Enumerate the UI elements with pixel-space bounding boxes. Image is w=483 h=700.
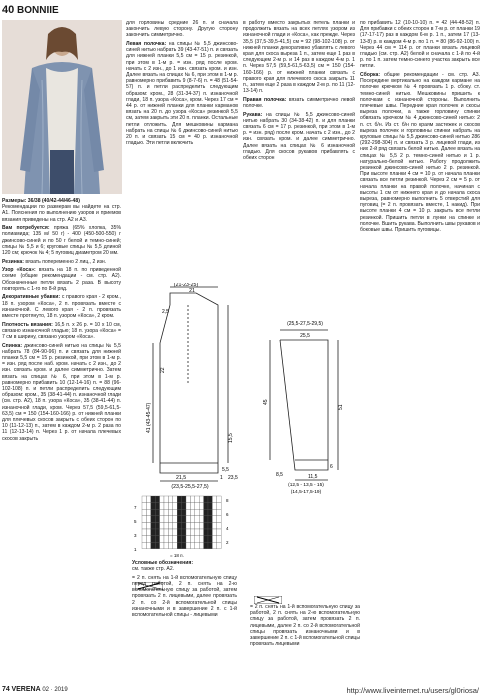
chart-cell [208, 529, 212, 536]
svg-text:51: 51 [338, 404, 344, 410]
chart-cell [190, 509, 194, 516]
chart-cell [151, 503, 155, 510]
page-footer: 74 VERENA 02 · 2019 [2, 686, 68, 693]
chart-cell [173, 509, 177, 516]
chart-cell [182, 516, 186, 523]
chart-cell [195, 542, 199, 549]
column-3: в работу вместо закрытых петель планки и продолжить вязать на всех петлях узором из изнаночной глади и «Коса», как прежде. Через 35,5 (37,5-39,5-41,5) см = 92 (98-102-108) р. от нижней планки декоративно убавлять с левого края для скоса выреза 1 п., затем еще 1 раз в следующем 2-м р. и 14 раз в каждом 4-м р. 1 п. Через 57,5 (59,5-61,5-63,5) см = 150 (154-160-166) р. от нижней планки связать с правого края для плечевого скоса закрыть 11 п., затем еще 2 раза в каждом 2-м р. по 11 (12-13-14) п. Правая полочка: вязать симметрично левой полочке. Рукава: на спицы № 5,5 джинсово-синей нитью набрать 30 (34-38-42) п. и для планки связать 6 см = 17 р. резинкой, при этом в 1-м р. = изн. ряд) после кром. начать с 2 изн., до 2 изн. связать кром. и далее симметрично. Далее вязать на спицах № 6 изнаночной гладью. Для скосов рукавов прибавлять с обеих сторон [243, 20, 355, 162]
chart-cell [160, 496, 164, 503]
chart-cell [160, 509, 164, 516]
chart-cell [168, 542, 172, 549]
chart-cell [208, 542, 212, 549]
chart-cell [195, 522, 199, 529]
svg-text:15,5: 15,5 [228, 433, 234, 443]
chart-cell [173, 536, 177, 543]
chart-cell [199, 536, 203, 543]
chart-cell [190, 542, 194, 549]
chart-cell [195, 516, 199, 523]
chart-cell [146, 516, 150, 523]
chart-cell [168, 516, 172, 523]
chart-cell [212, 509, 216, 516]
chart-cell [142, 536, 146, 543]
watermark-url: http://www.liveinternet.ru/users/gl0riosa/ [346, 686, 479, 695]
chart-cell [164, 536, 168, 543]
chart-cell [190, 536, 194, 543]
svg-text:(23,5-25,5-27,5): (23,5-25,5-27,5) [171, 484, 209, 490]
chart-cell [142, 509, 146, 516]
chart-cell [199, 516, 203, 523]
chart-cell [212, 522, 216, 529]
chart-cell [177, 536, 181, 543]
svg-text:3: 3 [134, 533, 137, 538]
chart-cell [168, 509, 172, 516]
chart-cell [164, 529, 168, 536]
chart-cell [146, 536, 150, 543]
svg-text:(12,5 - 13,5 - 15): (12,5 - 13,5 - 15) [288, 483, 324, 488]
chart-cell [208, 509, 212, 516]
chart-cell [217, 529, 221, 536]
chart-cell [155, 503, 159, 510]
chart-cell [168, 522, 172, 529]
chart-cell [155, 522, 159, 529]
chart-cell [146, 509, 150, 516]
svg-text:41 (43-45-47): 41 (43-45-47) [146, 402, 152, 433]
chart-cell [186, 542, 190, 549]
chart-cell [160, 503, 164, 510]
chart-cell [182, 529, 186, 536]
chart-cell [182, 496, 186, 503]
front-back-schematic [128, 283, 248, 493]
chart-cell [199, 529, 203, 536]
svg-text:(14,5-17,5-19): (14,5-17,5-19) [290, 490, 322, 495]
column-2: для горловины средние 26 п. и сначала закончить левую сторону. Другую сторону закончить симметрично. Левая полочка: на спицы № 5,5 джинсово-синей нитью набрать 39 (43-47-51) п. и связать для нижней планки 5,5 см = 15 р. резинкой, при этом в 1-м р. = изн. ряд после кром. начать с 2 изн., до 1 изн. связать кром. и изн. Далее вязать на спицах № 6, при этом в 1-м р. равномерно прибавить 9 (8-7-6) п. = 48 (51-54-57) п. и петли распределить следующим образом: кром., 28 (31-34-37) п. изнаночной глади, 18 п. узора «Коса», кром. Через 17 см = 44 р. от нижней планки для планки карманов вязать на 20 п. до узора «Коса» резинкой 5,5 см, затем закрыть эти 20 п. планки. Остальные петли отложить. Для мешковины кармана набрать на спицы № 6 джинсово-синей нитью 20 п. и связать 15 см = 40 р. изнаночной гладью. Эти петли включить [126, 20, 238, 147]
svg-text:22: 22 [160, 367, 166, 373]
chart-cell [173, 503, 177, 510]
sizes-heading: Размеры: 36/38 (40/42-44/46-48) [2, 198, 80, 204]
chart-cell [164, 516, 168, 523]
chart-cell [164, 542, 168, 549]
chart-cell [173, 496, 177, 503]
chart-cell [212, 496, 216, 503]
model-photo [2, 20, 122, 194]
chart-cell [151, 522, 155, 529]
chart-cell [168, 503, 172, 510]
chart-cell [146, 522, 150, 529]
chart-cell [204, 503, 208, 510]
chart-cell [142, 529, 146, 536]
chart-cell [217, 503, 221, 510]
svg-text:1: 1 [220, 475, 223, 481]
svg-text:5,5: 5,5 [222, 467, 229, 473]
svg-text:6: 6 [226, 512, 229, 517]
svg-text:8,5: 8,5 [276, 472, 283, 478]
cable-symbol-right-icon [254, 596, 282, 604]
chart-cell [208, 522, 212, 529]
svg-text:23,5: 23,5 [228, 475, 238, 481]
chart-cell [212, 516, 216, 523]
chart-cell [142, 522, 146, 529]
chart-cell [199, 509, 203, 516]
chart-cell [182, 522, 186, 529]
chart-cell [151, 536, 155, 543]
chart-cell [204, 542, 208, 549]
chart-cell [217, 536, 221, 543]
chart-cell [168, 529, 172, 536]
chart-cell [182, 509, 186, 516]
chart-cell [182, 536, 186, 543]
chart-cell [173, 516, 177, 523]
chart-cell [208, 536, 212, 543]
chart-cell [142, 496, 146, 503]
svg-text:6: 6 [330, 464, 333, 470]
chart-cell [155, 516, 159, 523]
chart-cell [164, 509, 168, 516]
chart-cell [212, 529, 216, 536]
legend: Условные обозначения: см. также стр. А2. = 2 п. снять на 1-й вспомогательную спицу перед работой, 2 п. снять на 2-ю вспомогательную спицу за работой, затем провязать 2 п. лицевыми, далее провязать 2 п. со 2-й вспомогательной спицы изнаночными и в завершение 2 п. с 1-й вспомогательной спицы - лицевыми [132, 560, 237, 619]
chart-cell [173, 542, 177, 549]
chart-cell [204, 529, 208, 536]
svg-text:2: 2 [226, 540, 229, 545]
chart-cell [160, 516, 164, 523]
chart-cell [177, 503, 181, 510]
chart-cell [204, 522, 208, 529]
chart-cell [204, 516, 208, 523]
chart-cell [190, 496, 194, 503]
chart-cell [151, 529, 155, 536]
chart-cell [164, 503, 168, 510]
chart-cell [173, 522, 177, 529]
chart-cell [186, 536, 190, 543]
chart-cell [155, 536, 159, 543]
svg-text:2,5: 2,5 [162, 309, 169, 315]
chart-cell [151, 516, 155, 523]
chart-cell [212, 536, 216, 543]
chart-cell [208, 516, 212, 523]
chart-cell [204, 496, 208, 503]
chart-cell [190, 503, 194, 510]
chart-cell [190, 516, 194, 523]
chart-cell [168, 536, 172, 543]
chart-cell [217, 516, 221, 523]
chart-cell [182, 542, 186, 549]
chart-cell [177, 542, 181, 549]
chart-cell [190, 522, 194, 529]
chart-cell [160, 529, 164, 536]
chart-cell [217, 496, 221, 503]
chart-cell [173, 529, 177, 536]
chart-cell [142, 542, 146, 549]
chart-cell [177, 496, 181, 503]
svg-text:1: 1 [134, 547, 137, 552]
chart-cell [155, 509, 159, 516]
svg-text:= 18 п.: = 18 п. [170, 553, 184, 558]
chart-cell [177, 529, 181, 536]
chart-cell [195, 529, 199, 536]
chart-cell [142, 516, 146, 523]
chart-cell [155, 496, 159, 503]
chart-cell [177, 516, 181, 523]
svg-text:11,5: 11,5 [308, 474, 318, 480]
chart-cell [190, 529, 194, 536]
svg-text:21: 21 [189, 288, 195, 294]
chart-cell [195, 503, 199, 510]
chart-cell [177, 522, 181, 529]
chart-cell [155, 529, 159, 536]
chart-cell [142, 503, 146, 510]
chart-cell [208, 503, 212, 510]
svg-text:4: 4 [226, 526, 229, 531]
chart-cell [160, 522, 164, 529]
chart-cell [164, 496, 168, 503]
chart-cell [186, 503, 190, 510]
sleeve-schematic [250, 320, 355, 495]
svg-text:7: 7 [134, 505, 137, 510]
chart-cell [199, 503, 203, 510]
chart-cell [186, 529, 190, 536]
svg-text:45: 45 [263, 399, 269, 405]
svg-text:8: 8 [226, 498, 229, 503]
chart-cell [186, 496, 190, 503]
column-1: Размеры: 36/38 (40/42-44/46-48) Рекомендации по размерам вы найдете на стр. А1. Пояснения по выполнению узоров и приемов вязания приведены на стр. А2 и А3. Вам потребуется: пряжа (65% хлопка, 35% полиамида; 135 м/ 50 г) - 400 (450-500-550) г джинсово-синей и по 50 г белой и темно-синей; спицы № 5,5 и 6; круговые спицы № 5,5 длиной 120 см; крючок № 4; 5 пуговиц диаметром 20 мм. Резинка: вязать попеременно 2 лиц., 2 изн. Узор «Коса»: вязать на 18 п. по приведенной схеме (общие рекомендации - см. стр. А2). Обозначенные петли вязать 2 раза. В высоту повторять с 1-го по 8-й ряд. Декоративные убавки: с правого края - 2 кром., 18 п. узором «Коса», 2 п. провязать вместе с изнаночной. С левого края - 2 п. провязать вместе протянуто, 18 п. узором «Коса», 2 кром. Плотность вязания: 16,5 п. х 26 р. = 10 х 10 см, связано изнаночной гладью; 18 п. узора «Коса» = 7 см в ширину, связано узором «Коса». Спинка: джинсово-синей нитью на спицы № 5,5 набрать 78 (84-90-96) п. и связать для нижней планки 5,5 см = 15 р. резинкой, при этом в 1-м р. = изн. ряд после наб. кром. начать с 2 изн., до 2 изн. связать кром. и далее симметрично. Затем вязать на спицах № 6, при этом в 1-м р. равномерно прибавить 10 (12-14-16) п. = 88 (96-102-108) п. и петли распределить следующим образом: кром., 35 (38-41-44) п. изнаночной глади (см. стр. А2), 18 п. узора «Коса», 35 (38-41-44) п. изнаночной глади, кром. Через 57,5 (59,5-61,5-63,5) см = 150 (154-160-166) р. от нижней планки для плечевых скосов закрыть с обеих сторон по 10 (11-12-13) п., затем в каждом 2-м р. 2 раза по 11 (12-13-14) п. Через 1 р. от начала плечевых скосов закрыть [2, 198, 122, 442]
chart-cell [212, 542, 216, 549]
column-4: по прибавить 12 (10-10-10) п. = 42 (44-48-52) п. Для прибавки с обеих сторон в 7-м р. от планки 19 (17-17-17) раз в каждом 6-м р. 1 п., затем 17 (13-13-8) р. в каждом 4-м р. по 1 п. = 80 (86-92-100) п. Через 44 см = 114 р. от планки вязать лицевой гладью (см. стр. А2) белой и сначала с 1-й по 4-й р. по 1 п. затем темно-синего участка закрыть все петли. Сборка: общие рекомендации - см. стр. А3. Посередине вертикально на каждом кармане на полочке крючком № 4 провязать 1 р. сбоку. ст. темно-синей нитью. Мешковины пришить к полочкам с изнаночной стороны. Выполнить плечевые швы. Передние края полочек и скосы выреза полочки, а также горловину спинки обвязать крючком № 4 джинсово-синей нитью: 2 п. ст. б/н. Из ст. б/н по краям застежек и скосов выреза полочек и горловины спинки набрать на круговые спицы № 5,5 джинсово-синей нитью 286 (292-298-304) п. и связать 3 р. лицевой глади, из них 2-й ряд связать белой нитью. Далее вязать на спицах № 5,5 2 р. темно-синей нитью и 1 р. натурально-белой нитью. Работу продолжить резинкой джинсово-синей нитью 2 р. резинкой. При высоте планки 4 см = 10 р. от начала планки связать все петли резинкой. Через 2 см = 5 р. от начала планки на правой полочке, начиная с высоты 1 см от нижнего края и до начала скоса выреза, равномерно выполнить 5 отверстий для пуговиц (= 2 п. провязать вместе, 1 накид). При высоте планки 4 см = 10 р. закрыть все петли резинкой. Пришить петли в лунки на спинке и полочке. Вшить рукава. Выполнить швы рукавов и боковые швы. Пришить пуговицы. [360, 20, 480, 234]
chart-cell [217, 542, 221, 549]
chart-cell [199, 522, 203, 529]
svg-text:5: 5 [134, 519, 137, 524]
chart-cell [195, 536, 199, 543]
chart-cell [164, 522, 168, 529]
chart-cell [146, 542, 150, 549]
chart-cell [146, 503, 150, 510]
chart-cell [217, 509, 221, 516]
pattern-number: 40 BONNIIE [2, 4, 59, 16]
chart-cell [182, 503, 186, 510]
chart-cell [146, 529, 150, 536]
chart-cell [168, 496, 172, 503]
chart-cell [151, 542, 155, 549]
chart-cell [155, 542, 159, 549]
chart-cell [177, 509, 181, 516]
kosa-knitting-chart [132, 494, 232, 558]
chart-cell [199, 542, 203, 549]
svg-text:(25,5-27,5-29,5): (25,5-27,5-29,5) [287, 321, 323, 327]
chart-cell [151, 509, 155, 516]
chart-cell [217, 522, 221, 529]
chart-cell [208, 496, 212, 503]
chart-cell [146, 496, 150, 503]
chart-cell [186, 522, 190, 529]
chart-cell [186, 516, 190, 523]
chart-cell [204, 509, 208, 516]
chart-cell [195, 496, 199, 503]
chart-cell [212, 503, 216, 510]
chart-cell [195, 509, 199, 516]
chart-cell [199, 496, 203, 503]
chart-cell [186, 509, 190, 516]
legend-item-2: = 2 п. снять на 1-й вспомогательную спицу за работой, 2 п. снять на 2-ю вспомогательную спицу за работой, затем провязать 2 п. лицевыми, далее 2 п. со 2-й вспомогательной спицы провязать изнаночными и в завершение 2 п. с 1-й вспомогательной спицы провязать лицевыми [250, 604, 360, 648]
svg-text:21,5: 21,5 [176, 475, 187, 481]
chart-cell [160, 536, 164, 543]
svg-text:25,5: 25,5 [300, 333, 310, 339]
chart-cell [160, 542, 164, 549]
chart-cell [151, 496, 155, 503]
chart-cell [204, 536, 208, 543]
svg-text:(21-23-25): (21-23-25) [173, 283, 199, 288]
cable-symbol-left-icon [135, 582, 163, 590]
